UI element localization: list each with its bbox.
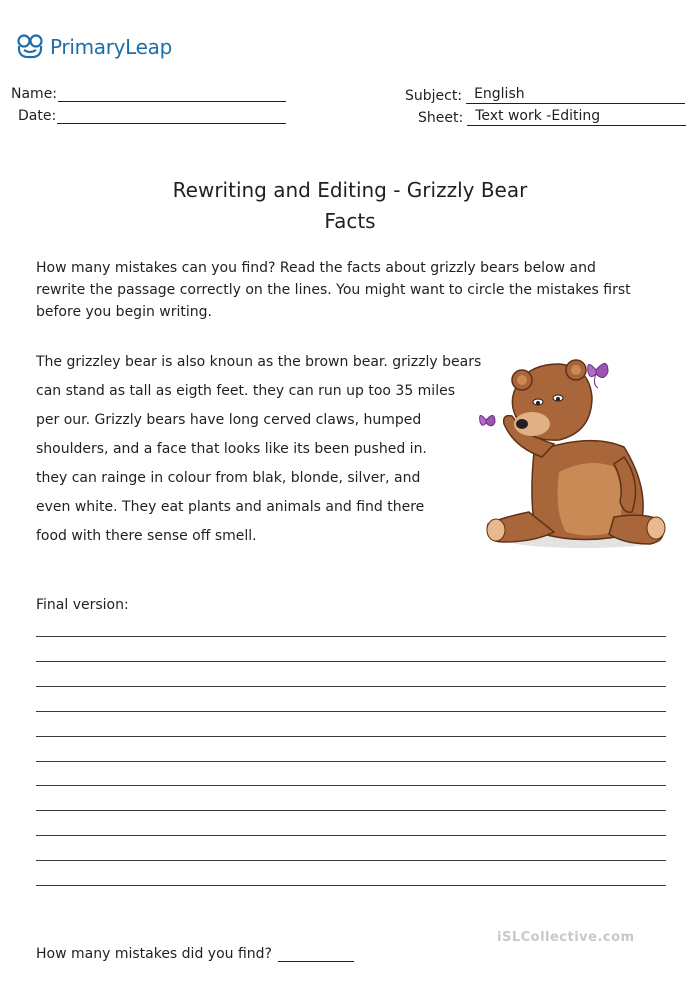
passage-line: per our. Grizzly bears have long cerved claws, humped (36, 412, 422, 428)
writing-line[interactable] (36, 711, 666, 712)
worksheet-title (0, 175, 700, 237)
name-field (11, 86, 286, 102)
passage-line: can stand as tall as eigth feet. they can run up too 35 miles (36, 383, 455, 399)
writing-line[interactable] (36, 885, 666, 886)
passage-line: shoulders, and a face that looks like its been pushed in. (36, 441, 427, 457)
writing-line[interactable] (36, 686, 666, 687)
subject-label: Subject: (405, 88, 463, 104)
name-blank[interactable] (58, 86, 286, 102)
writing-line[interactable] (36, 761, 666, 762)
primaryleap-logo (16, 32, 172, 62)
instruction-line: How many mistakes can you find? Read the facts about grizzly bears below and (36, 260, 596, 276)
subject-value: English (466, 86, 685, 104)
writing-line[interactable] (36, 835, 666, 836)
sheet-value: Text work -Editing (467, 108, 686, 126)
passage-line: food with there sense off smell. (36, 528, 257, 544)
passage-line: they can rainge in colour from blak, blonde, silver, and (36, 470, 421, 486)
subject-field (405, 86, 685, 104)
butterfly-icon (588, 363, 608, 388)
writing-line[interactable] (36, 736, 666, 737)
date-field (18, 108, 286, 124)
instruction-line: before you begin writing. (36, 304, 212, 320)
date-blank[interactable] (57, 108, 286, 124)
instruction-line: rewrite the passage correctly on the lines. You might want to circle the mistakes first (36, 282, 631, 298)
title-line-2: Facts (324, 209, 376, 233)
writing-line[interactable] (36, 636, 666, 637)
sheet-field (418, 108, 686, 126)
watermark: iSLCollective.com (497, 930, 635, 945)
grizzly-bear-illustration (474, 352, 674, 552)
passage-line: The grizzley bear is also knoun as the brown bear. grizzly bears (36, 354, 482, 370)
frog-logo-icon (16, 34, 46, 60)
sheet-label: Sheet: (418, 110, 464, 126)
passage-line: even white. They eat plants and animals and find there (36, 499, 425, 515)
writing-line[interactable] (36, 810, 666, 811)
name-label: Name: (11, 86, 58, 102)
writing-line[interactable] (36, 860, 666, 861)
writing-line[interactable] (36, 661, 666, 662)
instructions (36, 257, 676, 323)
passage (36, 348, 506, 551)
final-version-label: Final version: (36, 597, 129, 613)
butterfly-icon (480, 415, 495, 425)
mistakes-question (36, 946, 354, 962)
brand-name: PrimaryLeap (50, 35, 173, 59)
writing-line[interactable] (36, 785, 666, 786)
mistakes-count-blank[interactable] (278, 946, 354, 962)
date-label: Date: (18, 108, 57, 124)
title-line-1: Rewriting and Editing - Grizzly Bear (172, 178, 528, 202)
mistakes-question-text: How many mistakes did you find? (36, 946, 272, 962)
